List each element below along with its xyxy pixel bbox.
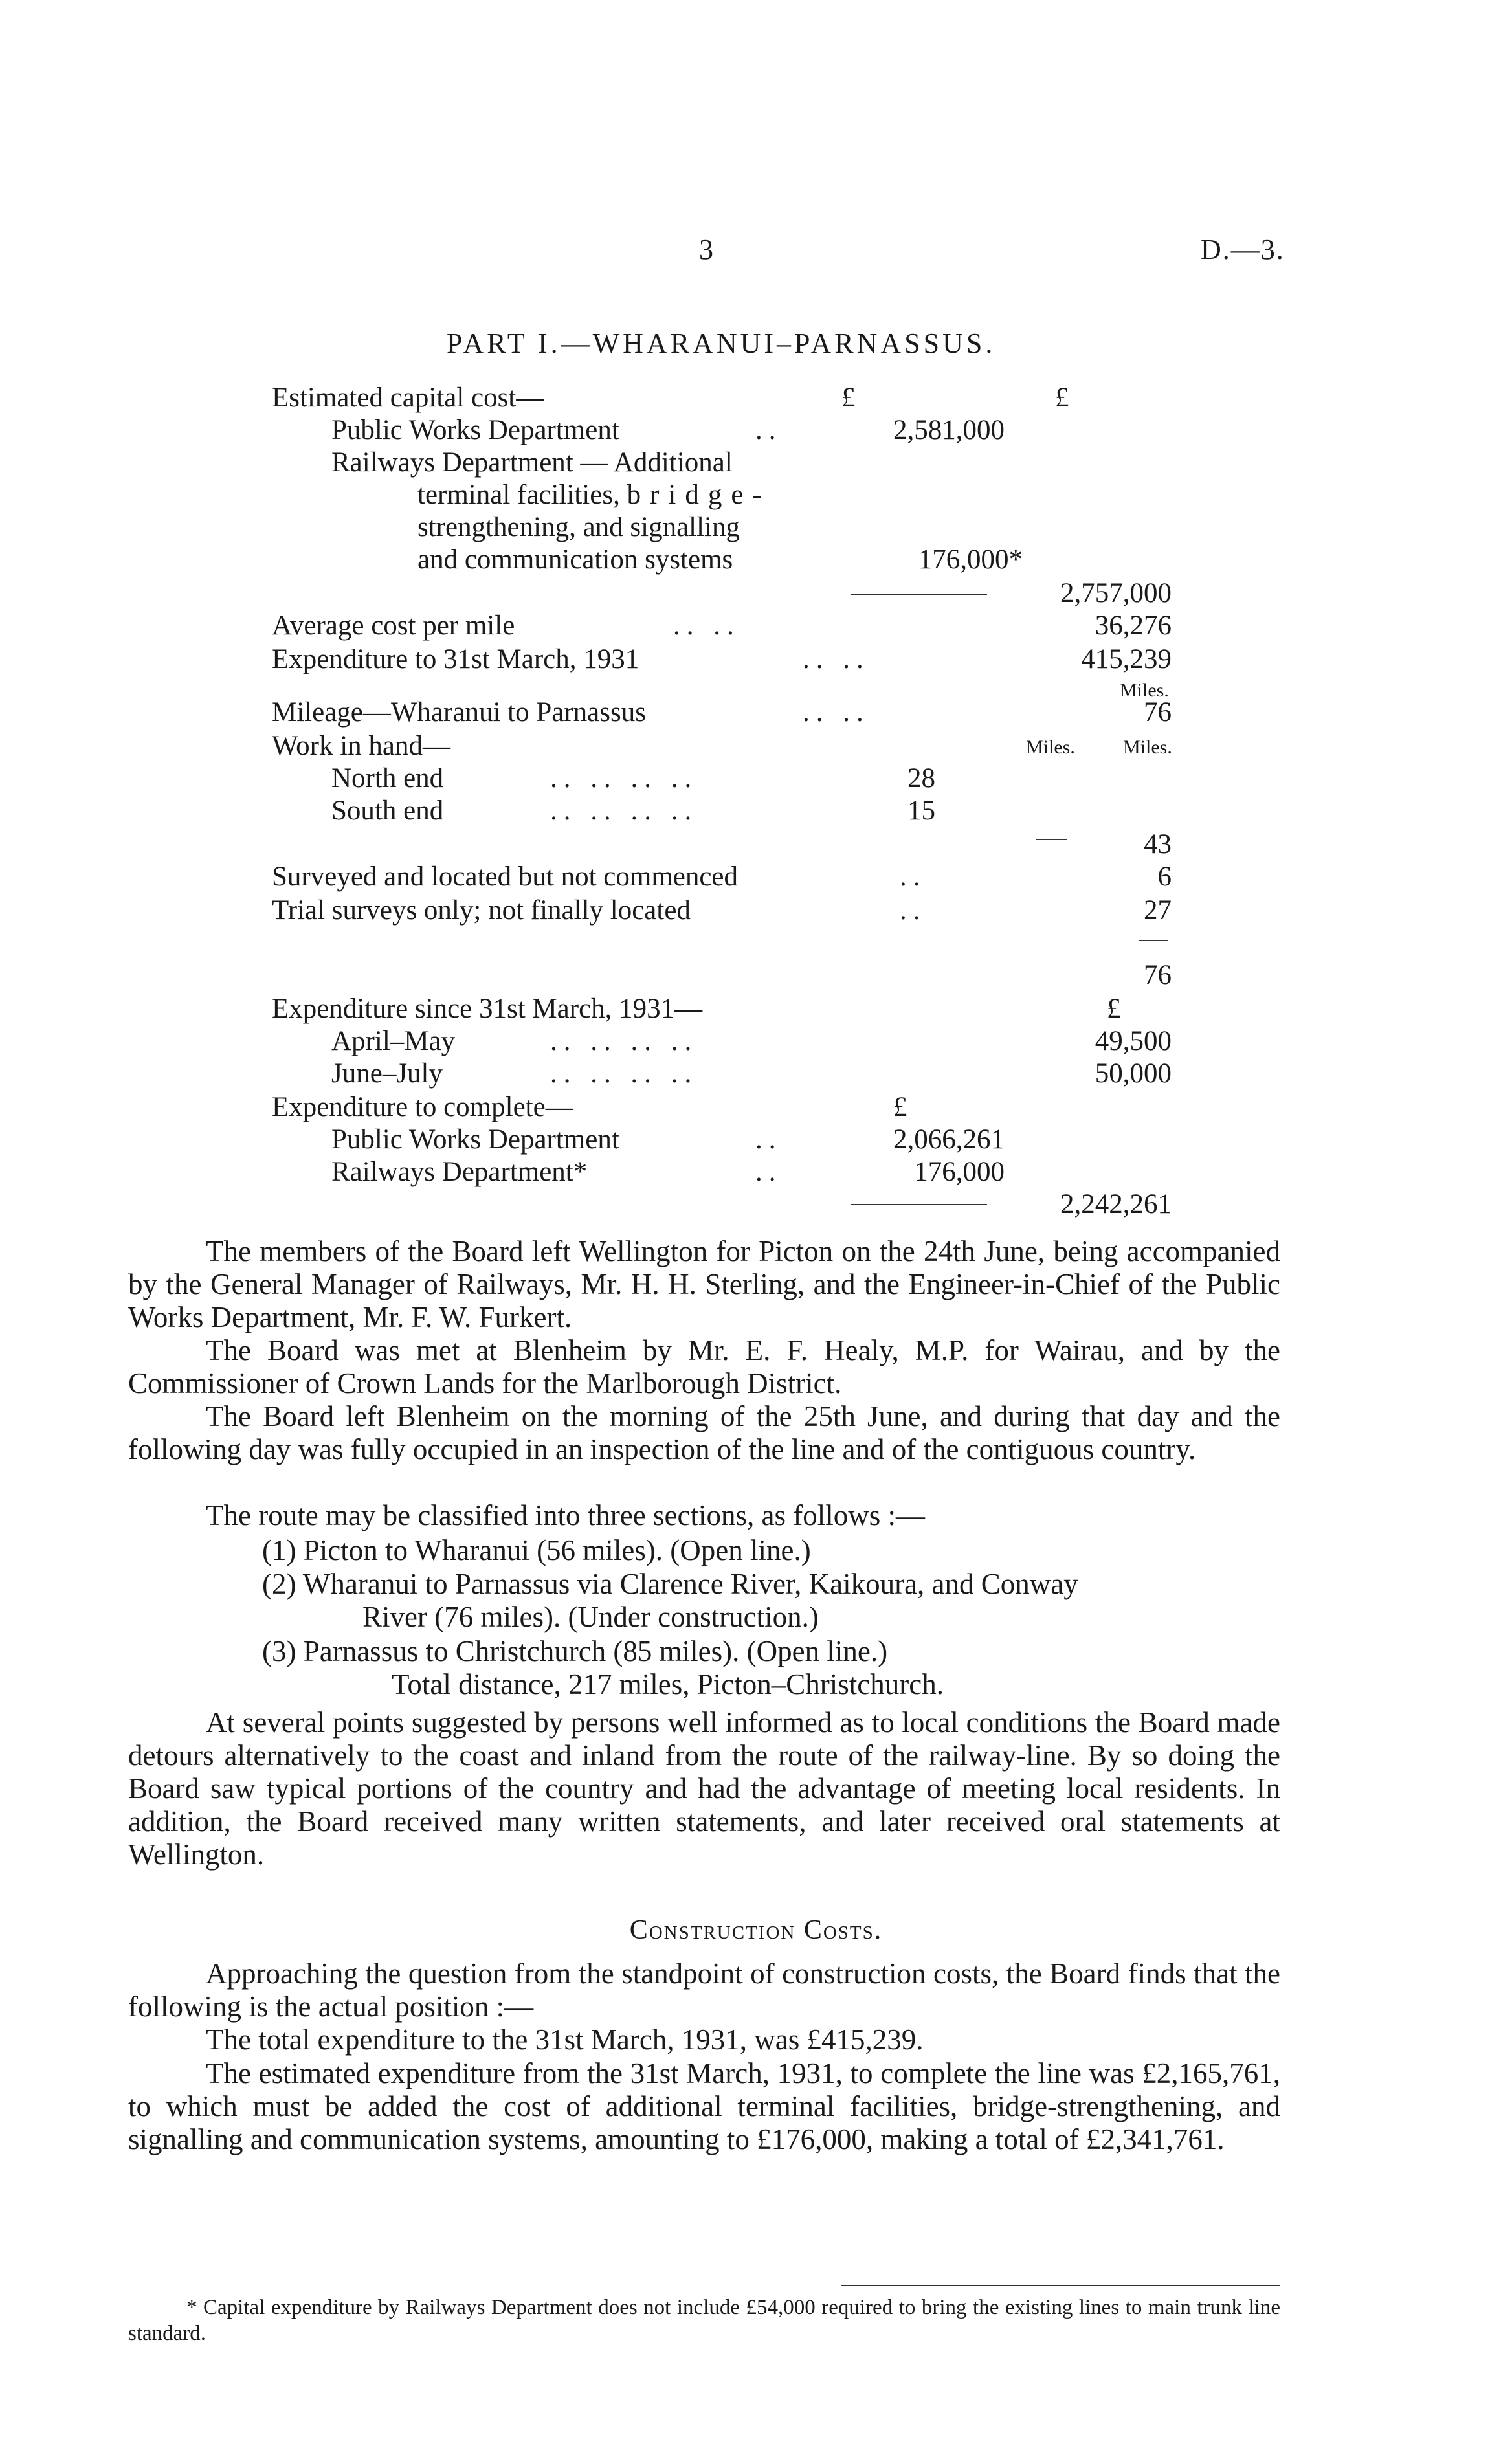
- part-title: PART I.—WHARANUI–PARNASSUS.: [447, 328, 996, 359]
- paragraph-construction-position: Approaching the question from the standpoint of construction costs, the Board finds that the following is the actual position :—: [128, 1957, 1280, 2023]
- work-total-value: 43: [1144, 829, 1172, 860]
- since-row: Expenditure since 31st March, 1931— £: [272, 994, 1128, 1024]
- paragraph-blenheim-meeting: The Board was met at Blenheim by Mr. E. F. Healy, M.P. for Wairau, and by the Commissioner of Crown Lands for the Marlborough District.: [128, 1334, 1280, 1399]
- railways-value: 176,000*: [918, 544, 1023, 575]
- total-capital-value: 2,757,000: [1060, 578, 1172, 608]
- to-complete-row: Expenditure to complete— £: [272, 1092, 914, 1122]
- expenditure-row: Expenditure to 31st March, 1931 .. .. 415,239: [272, 644, 1172, 674]
- april-may-value: 49,500: [1095, 1026, 1172, 1056]
- south-end-row: South end .. .. .. .. 15: [331, 795, 1056, 829]
- route-section-1: (1) Picton to Wharanui (56 miles). (Open line.): [262, 1534, 811, 1566]
- paragraph-board-departure: The members of the Board left Wellington for Picton on the 24th June, being accompanied by the General Manager of Railways, Mr. H. H. Sterling, and the Engineer-in-Chief of the Public Works Department, Mr. F. W. Furkert.: [128, 1235, 1280, 1333]
- footnote-rule: [841, 2285, 1280, 2286]
- rail-complete-value: 176,000: [914, 1157, 1005, 1187]
- june-july-value: 50,000: [1095, 1058, 1172, 1089]
- total-distance-line: Total distance, 217 miles, Picton–Christchurch.: [392, 1668, 944, 1700]
- public-works-label: Public Works Department: [331, 415, 619, 445]
- estimated-capital-cost-label: Estimated capital cost—: [272, 383, 544, 413]
- mileage-rule: [1139, 940, 1168, 941]
- mileage-row: Mileage—Wharanui to Parnassus .. .. 76: [272, 697, 1172, 728]
- paragraph-estimated-expenditure: The estimated expenditure from the 31st March, 1931, to complete the line was £2,165,761, to which must be added the cost of additional terminal facilities, bridge-strengthening, and signalling and communication systems, amounting to £176,000, making a total of £2,341,761.: [128, 2057, 1280, 2155]
- currency-header-col1: £: [841, 383, 856, 413]
- paragraph-detours: At several points suggested by persons well informed as to local conditions the Board made detours alternatively to the coast and inland from the route of the railway-line. By so doing the Board saw typical portions of the country and had the advantage of meeting local residents. In addition, the Board received many written statements, and later received oral statements at Wellington.: [128, 1706, 1280, 1871]
- paragraph-inspection: The Board left Blenheim on the morning of the 25th June, and during that day and the following day was fully occupied in an inspection of the line and of the contiguous country.: [128, 1400, 1280, 1465]
- public-works-row: [331, 414, 1043, 448]
- complete-total-value: 2,242,261: [1060, 1189, 1172, 1219]
- rail-complete-row: Railways Department* .. 176,000: [331, 1157, 1005, 1187]
- pw-complete-row: Public Works Department .. 2,066,261: [331, 1124, 1005, 1155]
- april-may-row: April–May .. .. .. .. 49,500: [331, 1026, 1172, 1056]
- construction-costs-heading: Construction Costs.: [629, 1915, 883, 1945]
- subtotal-rule: [851, 594, 987, 595]
- railways-line-4: and communication systems 176,000*: [417, 544, 1023, 575]
- railways-line-2: terminal facilities, bridge-: [417, 480, 771, 510]
- surveyed-value: 6: [1157, 862, 1172, 892]
- document-reference: D.—3.: [1201, 234, 1285, 265]
- pw-complete-value: 2,066,261: [893, 1124, 1005, 1155]
- avg-cost-value: 36,276: [1095, 610, 1172, 641]
- page-number: 3: [699, 234, 713, 265]
- work-in-hand-row: Work in hand— Miles. Miles.: [272, 731, 1172, 761]
- railways-line-1: Railways Department — Additional: [331, 447, 733, 478]
- north-end-row: North end .. .. .. .. 28: [331, 762, 1056, 796]
- document-page: 3 D.—3. PART I.—WHARANUI–PARNASSUS. £ £ Estimated capital cost— Public Works Department .. 2,581,000 Railways Department — Additional terminal facilities, bridge- strengthening, and signalling and communication systems 176,000* 2,757,000 Average cost per mile .. .. 36,276 Expenditure to 31st March, 1931 .. .. 415,239 Miles. Mileage—Wharanui to Parnassus .. .. 76 Work in hand— Miles. Miles. North end .. .. .. .. 28 South end .. .. .. .. 15 43 Surveyed and located but not commenced .. 6 Trial surveys only; not finally located .. 27 76 Expenditure since 31st March, 1931— £ April–May .. .. .. .. 49,500 June–July .. .. .. .. 50,000 Expenditure to complete— £ Public Works Department .. 2,066,261 Railways Department* .. 176,000 2,242,261 The members of the Board left Wellington for Picton on the 24th June, being accompanied by the General Manager of Railways, Mr. H. H. Sterling, and the Engineer-in-Chief of the Public Works Department, Mr. F. W. Furkert. The Board was met at Blenheim by Mr. E. F. Healy, M.P. for Wairau, and by the Commissioner of Crown Lands for the Marlborough District. The Board left Blenheim on the morning of the 25th June, and during that day and the following day was fully occupied in an inspection of the line and of the contiguous country. The route may be classified into three sections, as follows :— (1) Picton to Wharanui (56 miles). (Open line.) (2) Wharanui to Parnassus via Clarence River, Kaikoura, and Conway River (76 miles). (Under construction.) (3) Parnassus to Christchurch (85 miles). (Open line.) Total distance, 217 miles, Picton–Christchurch. At several points suggested by persons well informed as to local conditions the Board made detours alternatively to the coast and inland from the route of the railway-line. By so doing the Board saw typical portions of the country and had the advantage of meeting local residents. In addition, the Board received many written statements, and later received oral statements at Wellington. Construction Costs. Approaching the question from the standpoint of construction costs, the Board finds that the following is the actual position :— The total expenditure to the 31st March, 1931, was £415,239. The estimated expenditure from the 31st March, 1931, to complete the line was £2,165,761, to which must be added the cost of additional terminal facilities, bridge-strengthening, and signalling and communication systems, amounting to £176,000, making a total of £2,341,761. * Capital expenditure by Railways Department does not include £54,000 required to bring the existing lines to main trunk line standard.: [0, 0, 1512, 2459]
- leader-dots: ..: [755, 415, 783, 445]
- avg-cost-row: Average cost per mile .. .. 36,276: [272, 610, 1172, 641]
- surveyed-row: Surveyed and located but not commenced .. 6: [272, 862, 1172, 892]
- route-section-2: (2) Wharanui to Parnassus via Clarence River, Kaikoura, and Conway River (76 miles). (Under construction.): [262, 1568, 1078, 1633]
- complete-rule: [851, 1204, 987, 1205]
- mileage-total-value: 76: [1144, 960, 1172, 990]
- railways-line-3: strengthening, and signalling: [417, 512, 740, 542]
- june-july-row: June–July .. .. .. .. 50,000: [331, 1058, 1172, 1089]
- currency-header-col2: £: [1055, 383, 1069, 413]
- paragraph-route-sections: The route may be classified into three sections, as follows :—: [206, 1499, 925, 1531]
- expenditure-value: 415,239: [1081, 644, 1172, 674]
- trial-row: Trial surveys only; not finally located .. 27: [272, 895, 1172, 926]
- public-works-value: 2,581,000: [893, 415, 1005, 445]
- mileage-value: 76: [1144, 697, 1172, 728]
- paragraph-total-expenditure: The total expenditure to the 31st March, 1931, was £415,239.: [206, 2023, 924, 2056]
- trial-value: 27: [1144, 895, 1172, 926]
- north-end-value: 28: [907, 763, 935, 794]
- footnote: * Capital expenditure by Railways Department does not include £54,000 required to bring the existing lines to main trunk line standard.: [128, 2296, 1280, 2345]
- south-end-value: 15: [907, 796, 935, 826]
- route-section-3: (3) Parnassus to Christchurch (85 miles). (Open line.): [262, 1635, 888, 1667]
